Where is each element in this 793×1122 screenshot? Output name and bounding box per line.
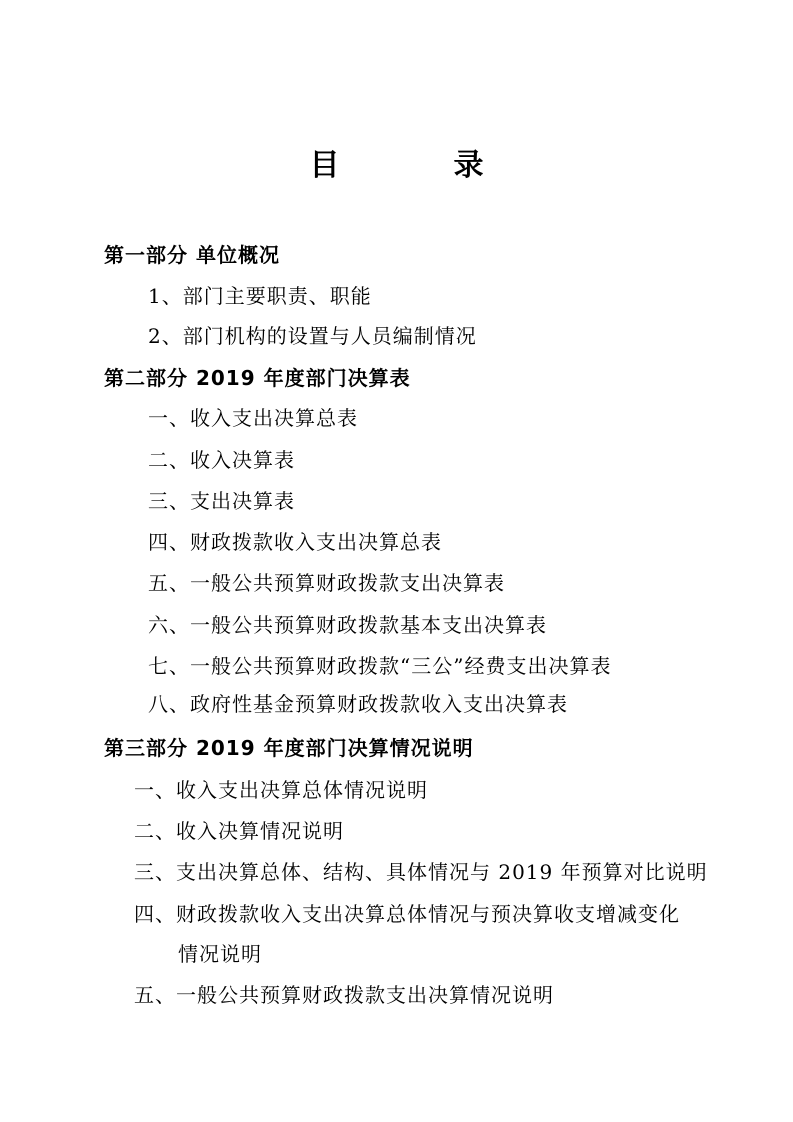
toc-item: 三、支出决算总体、结构、具体情况与 2019 年预算对比说明 — [134, 860, 708, 884]
toc-item: 八、政府性基金预算财政拨款收入支出决算表 — [148, 692, 568, 716]
page-title: 目 录 — [309, 148, 526, 183]
toc-item-continuation: 情况说明 — [178, 942, 262, 966]
toc-item: 六、一般公共预算财政拨款基本支出决算表 — [148, 613, 547, 637]
part-1-heading: 第一部分 单位概况 — [104, 243, 280, 267]
part-3-heading: 第三部分 2019 年度部门决算情况说明 — [104, 736, 474, 760]
toc-item: 二、收入决算表 — [148, 448, 295, 472]
toc-item: 一、收入支出决算总体情况说明 — [134, 778, 428, 802]
toc-item: 五、一般公共预算财政拨款支出决算情况说明 — [134, 983, 554, 1007]
toc-item: 五、一般公共预算财政拨款支出决算表 — [148, 571, 505, 595]
toc-item: 七、一般公共预算财政拨款“三公”经费支出决算表 — [148, 654, 612, 678]
toc-item: 2、部门机构的设置与人员编制情况 — [148, 324, 477, 348]
toc-item: 三、支出决算表 — [148, 489, 295, 513]
toc-item: 四、财政拨款收入支出决算总表 — [148, 530, 442, 554]
toc-item: 1、部门主要职责、职能 — [148, 284, 372, 308]
part-2-heading: 第二部分 2019 年度部门决算表 — [104, 366, 411, 390]
toc-item: 四、财政拨款收入支出决算总体情况与预决算收支增减变化 — [134, 902, 680, 926]
toc-item: 一、收入支出决算总表 — [148, 406, 358, 430]
toc-item: 二、收入决算情况说明 — [134, 819, 344, 843]
